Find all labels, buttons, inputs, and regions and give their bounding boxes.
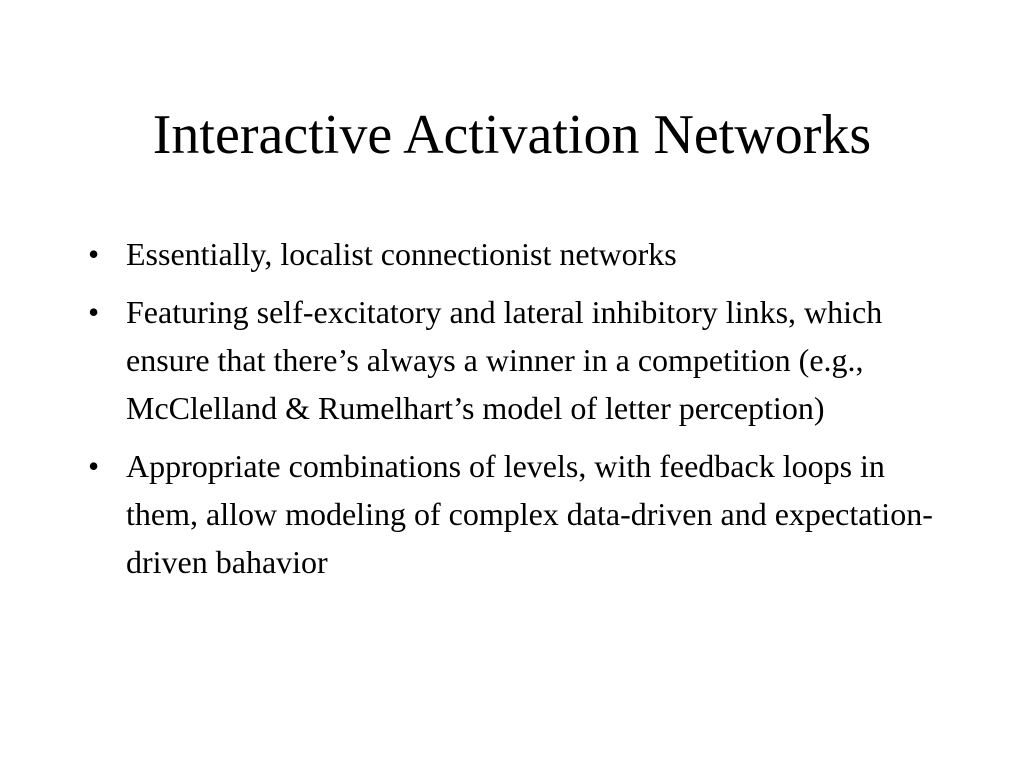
bullet-marker: • (88, 236, 100, 272)
slide-title: Interactive Activation Networks (152, 104, 872, 166)
bullet-text: Appropriate combinations of levels, with feedback loops in them, allow modeling of complex data-driven and expectation-driven bahavior (126, 448, 933, 580)
bullet-item (84, 288, 954, 432)
bullet-text: Essentially, localist connectionist networks (126, 236, 677, 272)
bullet-marker: • (88, 448, 100, 484)
bullet-text: Featuring self-excitatory and lateral inhibitory links, which ensure that there’s always a winner in a competition (e.g., McClelland & Rumelhart’s model of letter perception) (126, 294, 883, 426)
bullet-list (84, 230, 954, 596)
bullet-marker: • (88, 294, 100, 330)
bullet-item (84, 442, 954, 586)
bullet-item (84, 230, 954, 278)
